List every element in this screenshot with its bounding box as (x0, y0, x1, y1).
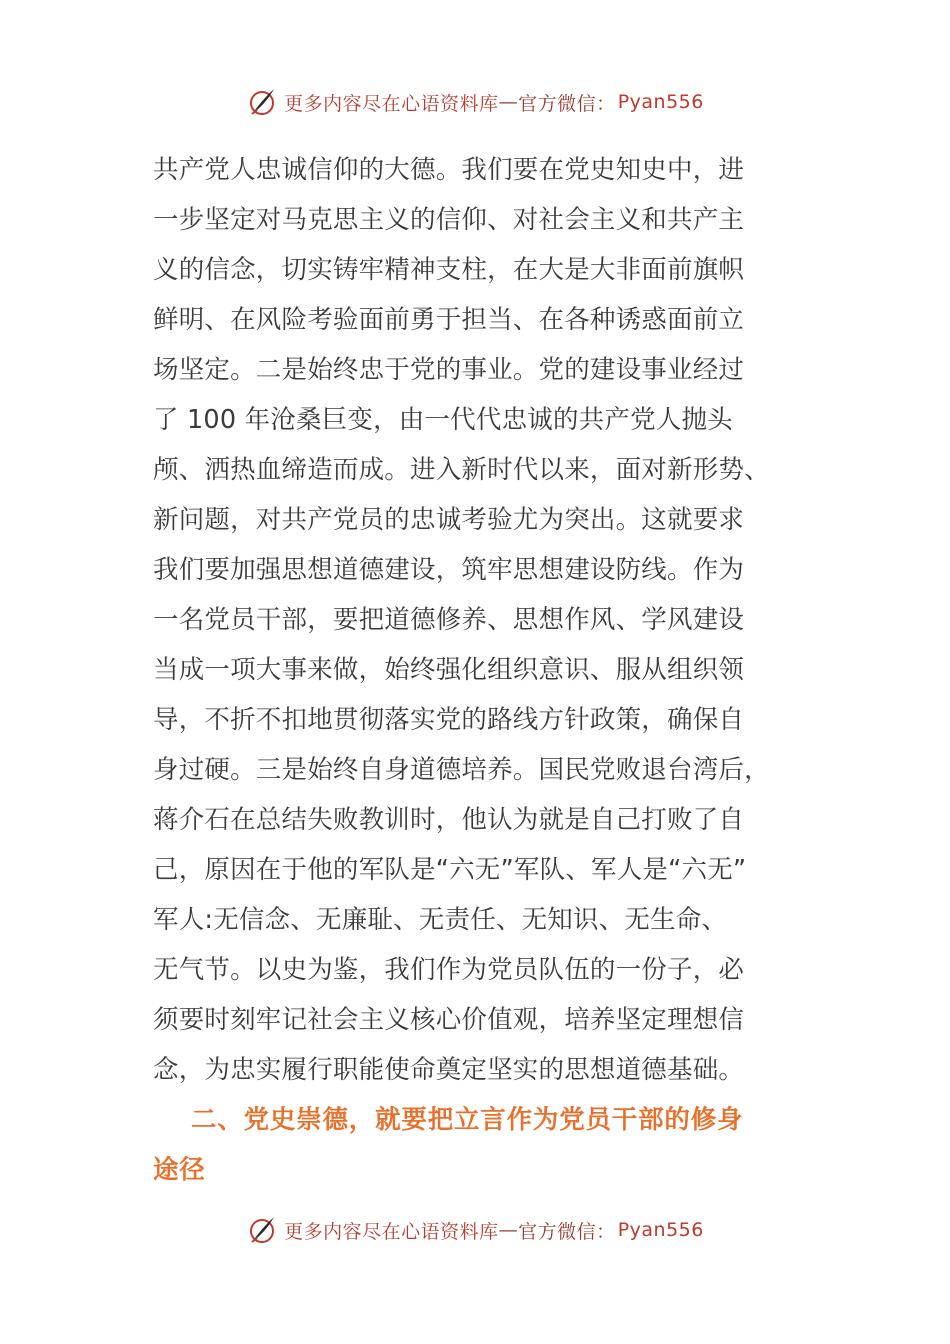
text-line: 颅、洒热血缔造而成。进入新时代以来，面对新形势、 (153, 455, 770, 485)
header-separator: — (498, 91, 519, 113)
footer-separator: — (498, 1219, 519, 1241)
section-heading-continued: 途径 (153, 1155, 206, 1185)
footer-wechat-id: Pyan556 (617, 1219, 704, 1241)
text-line: 义的信念，切实铸牢精神支柱，在大是大非面前旗帜 (153, 255, 745, 285)
text-line: 须要时刻牢记社会主义核心价值观，培养坚定理想信 (153, 1005, 745, 1035)
text-line: 蒋介石在总结失败教训时，他认为就是自己打败了自 (153, 805, 745, 835)
text-line: 无气节。以史为鉴，我们作为党员队伍的一份子，必 (153, 955, 745, 985)
text-line: 了 100 年沧桑巨变，由一代代忠诚的共产党人抛头 (153, 405, 733, 435)
quill-pen-icon (246, 86, 278, 118)
header-wechat-id: Pyan556 (617, 91, 704, 113)
text-line: 己，原因在于他的军队是“六无”军队、军人是“六无” (153, 855, 747, 885)
text-line: 共产党人忠诚信仰的大德。我们要在党史知史中，进 (153, 155, 745, 185)
document-body (153, 145, 833, 1195)
text-line: 身过硬。三是始终自身道德培养。国民党败退台湾后， (153, 755, 770, 785)
section-heading: 二、党史崇德，就要把立言作为党员干部的修身 (191, 1105, 744, 1135)
text-line: 鲜明、在风险考验面前勇于担当、在各种诱惑面前立 (153, 305, 745, 335)
text-line: 一步坚定对马克思主义的信仰、对社会主义和共产主 (153, 205, 745, 235)
header-wechat-label: 官方微信： (518, 92, 616, 115)
footer-banner (0, 1210, 950, 1250)
text-line: 场坚定。二是始终忠于党的事业。党的建设事业经过 (153, 355, 745, 385)
quill-pen-icon (246, 1214, 278, 1246)
text-line: 军人:无信念、无廉耻、无责任、无知识、无生命、 (153, 905, 728, 935)
text-line: 当成一项大事来做，始终强化组织意识、服从组织领 (153, 655, 745, 685)
text-line: 导，不折不扣地贯彻落实党的路线方针政策，确保自 (153, 705, 745, 735)
header-banner (0, 82, 950, 122)
text-line: 念，为忠实履行职能使命奠定坚实的思想道德基础。 (153, 1055, 745, 1085)
footer-wechat-label: 官方微信： (518, 1220, 616, 1243)
text-line: 一名党员干部，要把道德修养、思想作风、学风建设 (153, 605, 745, 635)
text-line: 新问题，对共产党员的忠诚考验尤为突出。这就要求 (153, 505, 745, 535)
footer-brand: 更多内容尽在心语资料库 (284, 1220, 499, 1243)
header-brand: 更多内容尽在心语资料库 (284, 92, 499, 115)
text-line: 我们要加强思想道德建设，筑牢思想建设防线。作为 (153, 555, 745, 585)
